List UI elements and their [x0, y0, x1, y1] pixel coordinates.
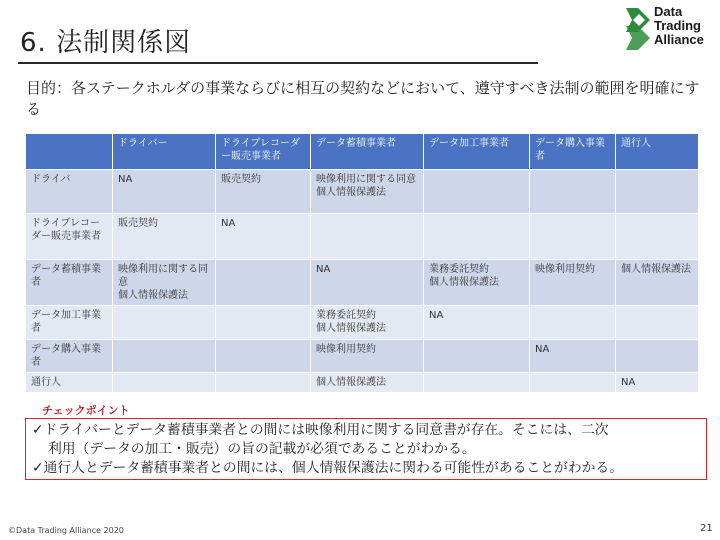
matrix-cell: 映像利用契約: [530, 260, 616, 306]
matrix-row-label: 通行人: [26, 373, 113, 393]
matrix-cell: [616, 170, 699, 214]
matrix-cell: [616, 214, 699, 260]
matrix-cell: [424, 214, 530, 260]
law-relation-matrix: [25, 133, 699, 393]
matrix-cell: NA: [216, 214, 311, 260]
matrix-cell: [113, 340, 216, 373]
matrix-header-cell: ドライバー: [113, 134, 216, 170]
matrix-cell: [113, 306, 216, 340]
matrix-cell: 販売契約: [113, 214, 216, 260]
logo: [620, 4, 720, 52]
matrix-cell: NA: [530, 340, 616, 373]
matrix-cell: NA: [113, 170, 216, 214]
matrix-cell: [616, 306, 699, 340]
logo-mark-icon: [622, 6, 652, 52]
logo-wordmark: [654, 5, 704, 47]
matrix-cell: [216, 373, 311, 393]
matrix-header-cell: ドライブレコーダー販売事業者: [216, 134, 311, 170]
matrix-cell: 個人情報保護法: [311, 373, 424, 393]
matrix-row: [26, 373, 699, 393]
matrix-row-label: ドライバ: [26, 170, 113, 214]
matrix-cell: [424, 170, 530, 214]
matrix-header-cell: 通行人: [616, 134, 699, 170]
matrix-cell: 映像利用契約: [311, 340, 424, 373]
matrix-cell: NA: [311, 260, 424, 306]
matrix-cell: 業務委託契約 個人情報保護法: [424, 260, 530, 306]
matrix-cell: NA: [616, 373, 699, 393]
matrix-row-label: ドライブレコーダー販売事業者: [26, 214, 113, 260]
matrix-row: [26, 214, 699, 260]
copyright: ©Data Trading Alliance 2020: [8, 526, 124, 535]
matrix-cell: [216, 306, 311, 340]
checkpoint-item: ✓通行人とデータ蓄積事業者との間には、個人情報保護法に関わる可能性があることがわかる。: [32, 460, 624, 476]
logo-line-1: Data: [654, 4, 683, 19]
checkpoint-title: チェックポイント: [42, 404, 130, 417]
checkpoint-box: [25, 418, 707, 480]
matrix-cell: NA: [424, 306, 530, 340]
matrix-header-cell: データ購入事業者: [530, 134, 616, 170]
matrix-cell: [530, 306, 616, 340]
checkpoint-item: ✓ドライバーとデータ蓄積事業者との間には映像利用に関する同意書が存在。そこには、二次: [32, 422, 609, 438]
matrix-row-label: データ蓄積事業者: [26, 260, 113, 306]
matrix-cell: [616, 340, 699, 373]
matrix-row-label: データ購入事業者: [26, 340, 113, 373]
matrix-header-row: [26, 134, 699, 170]
matrix-cell: 業務委託契約 個人情報保護法: [311, 306, 424, 340]
matrix-row-label: データ加工事業者: [26, 306, 113, 340]
matrix-row: [26, 306, 699, 340]
matrix-corner-cell: [26, 134, 113, 170]
matrix-cell: [424, 373, 530, 393]
matrix-cell: 映像利用に関する同意 個人情報保護法: [311, 170, 424, 214]
slide-title: 6. 法制関係図: [20, 28, 192, 58]
matrix-cell: [216, 340, 311, 373]
matrix-row: [26, 260, 699, 306]
title-rule: [18, 62, 538, 64]
page-number: 21: [700, 523, 713, 534]
matrix-cell: [530, 214, 616, 260]
matrix-cell: [530, 170, 616, 214]
purpose-statement: 目的：各ステークホルダの事業ならびに相互の契約などにおいて、遵守すべき法制の範囲を明確にする: [26, 79, 700, 118]
checkpoint-item-continuation: 利用（データの加工・販売）の旨の記載が必須であることがわかる。: [48, 441, 476, 457]
matrix-cell: 映像利用に関する同意 個人情報保護法: [113, 260, 216, 306]
matrix-cell: [424, 340, 530, 373]
logo-line-3: Alliance: [654, 32, 704, 47]
matrix-cell: [216, 260, 311, 306]
matrix-cell: [113, 373, 216, 393]
matrix-cell: [311, 214, 424, 260]
matrix-header-cell: データ蓄積事業者: [311, 134, 424, 170]
matrix-header-cell: データ加工事業者: [424, 134, 530, 170]
matrix-cell: 販売契約: [216, 170, 311, 214]
logo-line-2: Trading: [654, 18, 701, 33]
matrix-body: [26, 170, 699, 393]
matrix-cell: 個人情報保護法: [616, 260, 699, 306]
matrix-row: [26, 340, 699, 373]
matrix-cell: [530, 373, 616, 393]
matrix-row: [26, 170, 699, 214]
